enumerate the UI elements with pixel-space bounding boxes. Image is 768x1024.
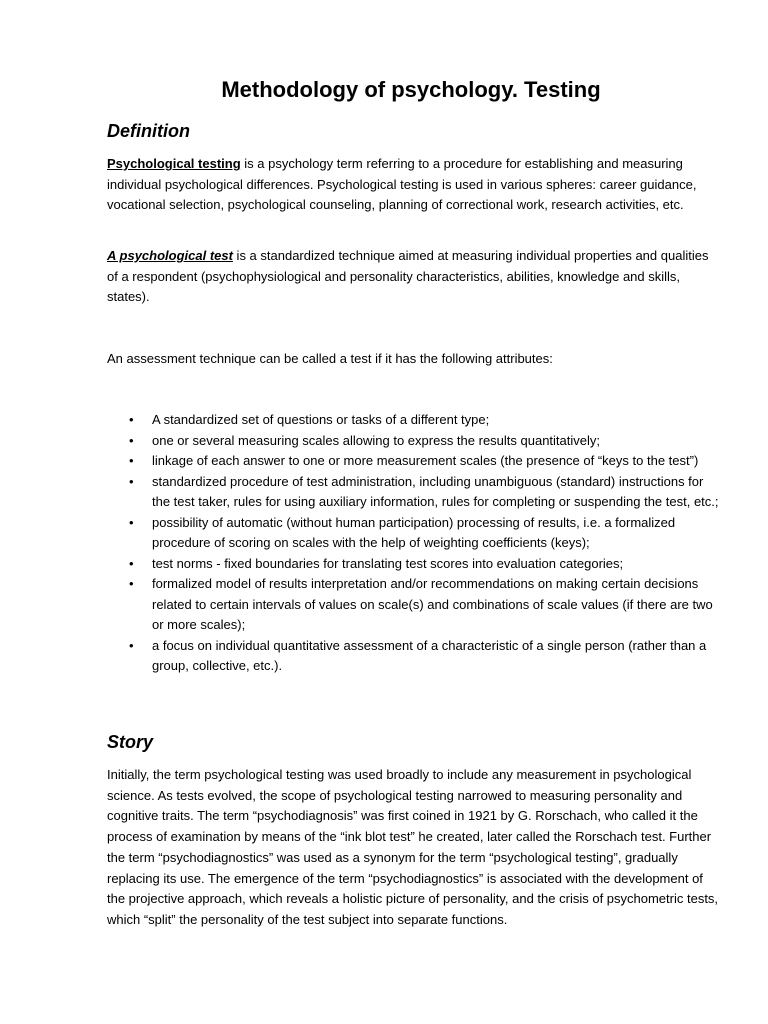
story-heading: Story bbox=[107, 732, 154, 752]
term-psychological-test: A psychological test bbox=[107, 248, 233, 263]
list-item: • possibility of automatic (without human participation) processing of results, i.e. a formalized procedure of scoring on scales with the help of weighting coefficients (keys); bbox=[129, 514, 676, 550]
story-paragraph: Initially, the term psychological testing was used broadly to include any measurement in psychological science. As tests evolved, the scope of psychological testing narrowed to measuring personality and cognitive traits. The term “psychodiagnosis” was first coined in 1921 by G. Rorschach, who called it the process of examination by means of the “ink blot test” he created, later called the Rorschach test. Further the term “psychodiagnostics” was used as a synonym for the term “psychological testing”, gradually replacing its use. The emergence of the term “psychodiagnostics” is associated with the development of the projective approach, which reveals a holistic picture of personality, and the crisis of psychometric tests, which “split” the personality of the test subject into separate functions. bbox=[107, 767, 719, 927]
bullet-icon: • bbox=[129, 453, 134, 468]
list-item: • test norms - fixed boundaries for translating test scores into evaluation categories; bbox=[107, 554, 719, 575]
definition-paragraph-1 bbox=[107, 154, 719, 216]
definition-paragraph-1-text: is a psychology term referring to a procedure for establishing and measuring individual psychological differences. Psychological testing is used in various spheres: career guidance, vocational selection, psychological counseling, planning of correctional work, research activities, etc. bbox=[107, 156, 697, 213]
list-item: • one or several measuring scales allowing to express the results quantitatively; bbox=[107, 431, 719, 452]
list-item: • A standardized set of questions or tasks of a different type; bbox=[107, 410, 719, 431]
bullet-icon: • bbox=[129, 432, 134, 448]
list-item: • a focus on individual quantitative assessment of a characteristic of a single person (rather than a group, collective, etc.). bbox=[129, 637, 707, 673]
bullet-icon: • bbox=[129, 637, 134, 653]
term-psychological-testing: Psychological testing bbox=[107, 156, 241, 171]
attributes-list bbox=[107, 410, 719, 677]
page-title: Methodology of psychology. Testing bbox=[221, 77, 601, 102]
list-item: • standardized procedure of test administration, including unambiguous (standard) instructions for the test taker, rules for using auxiliary information, rules for completing or suspending the test, etc.; bbox=[129, 473, 719, 509]
definition-heading: Definition bbox=[107, 121, 190, 141]
definition-paragraph-2-text: is a standardized technique aimed at measuring individual properties and qualities of a respondent (psychophysiological and personality characteristics, abilities, knowledge and skills, states). bbox=[107, 248, 709, 305]
attributes-intro: An assessment technique can be called a test if it has the following attributes: bbox=[107, 351, 553, 366]
list-item: • linkage of each answer to one or more measurement scales (the presence of “keys to the test”) bbox=[107, 451, 719, 472]
bullet-icon: • bbox=[129, 514, 134, 530]
bullet-icon: • bbox=[129, 473, 134, 489]
bullet-icon: • bbox=[129, 412, 134, 427]
definition-paragraph-2 bbox=[107, 246, 719, 308]
bullet-icon: • bbox=[129, 555, 134, 571]
bullet-icon: • bbox=[129, 576, 134, 591]
list-item: • formalized model of results interpretation and/or recommendations on making certain decisions related to certain intervals of values on scale(s) and combinations of scale values (if there are two or more scales); bbox=[129, 576, 713, 632]
